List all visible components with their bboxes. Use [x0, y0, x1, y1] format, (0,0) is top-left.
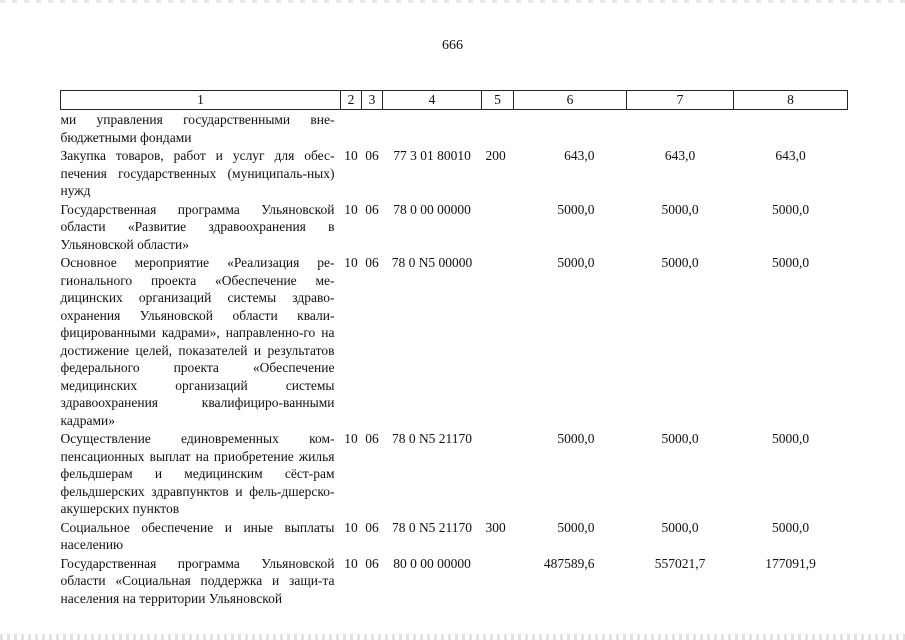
row-value-3: [734, 110, 848, 147]
row-value-2: 5000,0: [661, 255, 699, 270]
header-col-5: 5: [482, 91, 514, 110]
header-col-2: 2: [341, 91, 362, 110]
row-value-2: 5000,0: [661, 519, 699, 535]
row-subsection: 06: [365, 431, 379, 446]
row-value-3: 5000,0: [771, 255, 810, 270]
header-col-8: 8: [734, 91, 848, 110]
row-value-2: 5000,0: [661, 201, 699, 217]
row-name: Государственная программа Ульяновской области «Социальная поддержка и защи-та населения на территории Ульяновской: [60, 555, 335, 606]
table-row: [61, 110, 848, 147]
row-section: 10: [344, 431, 358, 446]
header-col-7: 7: [627, 91, 734, 110]
row-section: 10: [344, 255, 358, 270]
row-value-3: 643,0: [775, 148, 806, 163]
page-number: 666: [442, 38, 463, 53]
row-name: Основное мероприятие «Реализация ре-гионального проекта «Обеспечение ме-дицинских организаций системы здраво-охранения Ульяновской области квали-фицированными кадрами», направленно-го на достижение целей, показателей и результатов федерального проекта «Обеспечение медицинских организаций системы здравоохранения квалифициро-ванными кадрами»: [60, 255, 335, 428]
row-subsection: [362, 110, 383, 147]
row-code: 78 0 N5 21170: [391, 431, 473, 446]
row-type: [482, 200, 514, 254]
row-value-1: 5000,0: [557, 519, 595, 535]
row-value-2: 5000,0: [661, 431, 699, 446]
row-type: 300: [485, 519, 506, 535]
row-value-2: 557021,7: [654, 555, 706, 571]
row-section: 10: [344, 148, 358, 163]
row-name: Социальное обеспечение и иные выплаты населению: [60, 519, 335, 552]
table-row: [61, 518, 848, 554]
table-header: [61, 91, 848, 110]
row-type: [482, 554, 514, 608]
row-section: 10: [344, 555, 358, 571]
row-value-3: 5000,0: [771, 201, 810, 217]
row-value-2: 643,0: [664, 148, 696, 163]
row-subsection: 06: [365, 519, 379, 535]
scan-edge-bottom: [0, 634, 905, 640]
row-subsection: 06: [365, 255, 379, 270]
row-value-1: 5000,0: [557, 201, 595, 217]
row-name: Государственная программа Ульяновской области «Развитие здравоохранения в Ульяновской области»: [60, 201, 335, 252]
table-row: [61, 429, 848, 518]
row-value-2: [627, 110, 734, 147]
row-code: 78 0 N5 21170: [391, 519, 473, 535]
row-section: [341, 110, 362, 147]
budget-table: [60, 90, 848, 607]
row-value-3: 5000,0: [771, 431, 810, 446]
row-value-1: 5000,0: [557, 255, 595, 270]
table-row: [61, 146, 848, 200]
row-section: 10: [344, 201, 358, 217]
row-subsection: 06: [365, 148, 379, 163]
row-type: [482, 253, 514, 429]
row-code: [383, 110, 482, 147]
table-body: [61, 110, 848, 608]
row-value-3: 5000,0: [771, 519, 810, 535]
row-code: 77 3 01 80010: [393, 148, 471, 163]
row-value-3: 177091,9: [765, 555, 816, 571]
row-value-1: [514, 110, 627, 147]
row-subsection: 06: [365, 201, 379, 217]
row-value-1: 643,0: [564, 148, 595, 163]
row-code: 80 0 00 00000: [393, 555, 471, 571]
row-name: ми управления государственными вне-бюджетными фондами: [60, 112, 335, 145]
row-type: [482, 110, 514, 147]
row-code: 78 0 N5 00000: [391, 255, 473, 270]
header-col-6: 6: [514, 91, 627, 110]
row-section: 10: [344, 519, 358, 535]
header-col-4: 4: [383, 91, 482, 110]
row-name: Осуществление единовременных ком-пенсационных выплат на приобретение жилья фельдшерам и медицинским сёст-рам фельдшерских здравпунктов и фель-дшерско-акушерских пунктов: [60, 431, 335, 516]
row-type: [482, 429, 514, 518]
row-type: 200: [485, 148, 506, 163]
table-row: [61, 200, 848, 254]
row-value-1: 487589,6: [543, 555, 595, 571]
header-col-3: 3: [362, 91, 383, 110]
row-name: Закупка товаров, работ и услуг для обес-печения государственных (муниципаль-ных) нужд: [60, 148, 335, 198]
table-row: [61, 253, 848, 429]
header-col-1: 1: [61, 91, 341, 110]
row-code: 78 0 00 00000: [393, 201, 471, 217]
row-subsection: 06: [365, 555, 379, 571]
row-value-1: 5000,0: [557, 431, 595, 446]
table-row: [61, 554, 848, 608]
header-row: [61, 91, 848, 110]
scan-edge-top: [0, 0, 905, 3]
